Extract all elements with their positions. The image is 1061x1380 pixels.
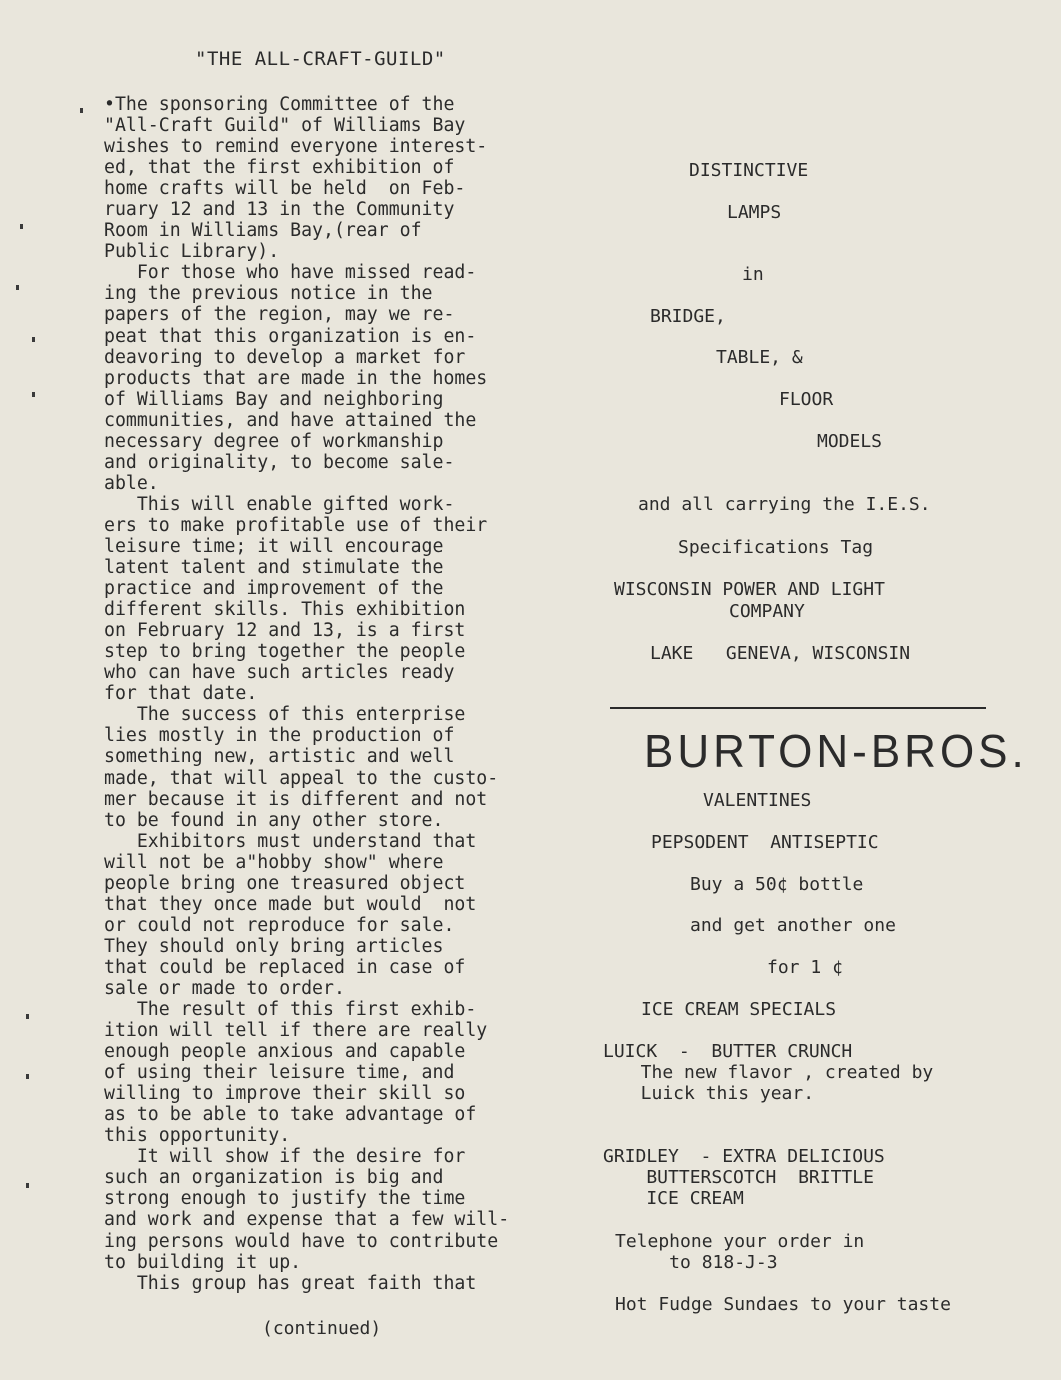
- article-line: ed, that the first exhibition of: [104, 157, 455, 179]
- article-line: Room in Williams Bay,(rear of: [104, 220, 422, 242]
- margin-mark: [26, 1074, 29, 1079]
- article-line: that could be replaced in case of: [104, 956, 466, 978]
- article-line: such an organization is big and: [104, 1167, 444, 1189]
- article-line: latent talent and stimulate the: [104, 557, 444, 579]
- burton-brand: BURTON-BROS.: [644, 726, 1028, 778]
- lamps-line: in: [742, 264, 764, 285]
- gridley-line: BUTTERSCOTCH BRITTLE: [603, 1167, 874, 1188]
- article-line: to building it up.: [104, 1251, 302, 1273]
- article-line: of Williams Bay and neighboring: [104, 388, 444, 410]
- margin-mark: [80, 108, 83, 113]
- company-name: WISCONSIN POWER AND LIGHT: [614, 579, 885, 600]
- article-line: willing to improve their skill so: [104, 1083, 466, 1105]
- article-line: will not be a"hobby show" where: [104, 851, 444, 873]
- article-line: sale or made to order.: [104, 977, 345, 999]
- article-line: practice and improvement of the: [104, 578, 444, 600]
- fudge-line: Hot Fudge Sundaes to your taste: [615, 1294, 951, 1315]
- article-line: and work and expense that a few will-: [104, 1209, 510, 1231]
- burton-line: PEPSODENT ANTISEPTIC: [651, 832, 879, 853]
- lamps-line: BRIDGE,: [650, 306, 726, 327]
- article-line: products that are made in the homes: [104, 367, 488, 389]
- margin-mark: [32, 392, 35, 397]
- article-line: for that date.: [104, 683, 258, 705]
- article-line: home crafts will be held on Feb-: [104, 178, 466, 200]
- lamps-line: Specifications Tag: [678, 537, 874, 558]
- article-line: "All-Craft Guild" of Williams Bay: [104, 115, 466, 137]
- article-line: deavoring to develop a market for: [104, 346, 466, 368]
- lamps-line: LAMPS: [727, 202, 782, 223]
- luick-line: The new flavor , created by: [619, 1062, 934, 1083]
- article-line: Exhibitors must understand that: [104, 830, 477, 852]
- article-line: •The sponsoring Committee of the: [104, 94, 455, 115]
- article-line: to be found in any other store.: [104, 809, 444, 831]
- article-line: as to be able to take advantage of: [104, 1104, 477, 1126]
- article-line: papers of the region, may we re-: [104, 304, 455, 326]
- article-line: It will show if the desire for: [104, 1146, 466, 1168]
- article-line: different skills. This exhibition: [104, 599, 466, 621]
- margin-mark: [16, 285, 19, 290]
- lamps-line: and all carrying the I.E.S.: [638, 494, 931, 515]
- article-line: able.: [104, 472, 159, 494]
- article-line: leisure time; it will encourage: [104, 535, 444, 557]
- article-line: enough people anxious and capable: [104, 1041, 466, 1063]
- article-title: "THE ALL-CRAFT-GUILD": [195, 48, 446, 70]
- article-line: people bring one treasured object: [104, 872, 466, 894]
- article-line: ruary 12 and 13 in the Community: [104, 199, 455, 221]
- article-line: Public Library).: [104, 241, 280, 263]
- article-line: For those who have missed read-: [104, 262, 477, 284]
- burton-line: ICE CREAM SPECIALS: [641, 999, 837, 1020]
- luick-heading: LUICK - BUTTER CRUNCH: [603, 1041, 853, 1062]
- burton-line: Buy a 50¢ bottle: [690, 874, 864, 895]
- continued-note: (continued): [262, 1318, 382, 1339]
- article-line: ers to make profitable use of their: [104, 514, 488, 536]
- article-line: mer because it is different and not: [104, 788, 488, 810]
- lamps-line: MODELS: [817, 431, 883, 452]
- article-line: and originality, to become sale-: [104, 451, 455, 473]
- article-line: something new, artistic and well: [104, 746, 455, 768]
- article-line: This will enable gifted work-: [104, 493, 455, 515]
- article-line: ition will tell if there are really: [104, 1020, 488, 1042]
- margin-mark: [26, 1014, 29, 1019]
- burton-line: VALENTINES: [703, 790, 812, 811]
- article-line: step to bring together the people: [104, 641, 466, 663]
- gridley-heading: GRIDLEY - EXTRA DELICIOUS: [603, 1146, 885, 1167]
- article-line: The success of this enterprise: [104, 704, 466, 726]
- article-line: or could not reproduce for sale.: [104, 914, 455, 936]
- article-line: made, that will appeal to the custo-: [104, 767, 499, 789]
- lamps-heading: DISTINCTIVE: [689, 160, 809, 181]
- article-line: necessary degree of workmanship: [104, 430, 444, 452]
- margin-mark: [32, 337, 35, 342]
- gridley-line: ICE CREAM: [603, 1188, 744, 1209]
- lamps-line: TABLE, &: [716, 347, 803, 368]
- article-line: They should only bring articles: [104, 935, 444, 957]
- article-line: communities, and have attained the: [104, 409, 477, 431]
- margin-mark: [20, 224, 23, 229]
- article-line: ing the previous notice in the: [104, 283, 433, 305]
- article-line: peat that this organization is en-: [104, 325, 477, 347]
- phone-line: Telephone your order in: [615, 1231, 865, 1252]
- article-line: that they once made but would not: [104, 893, 477, 915]
- phone-line: to 818-J-3: [615, 1252, 778, 1273]
- margin-mark: [26, 1183, 29, 1188]
- article-line: This group has great faith that: [104, 1272, 477, 1294]
- article-line: on February 12 and 13, is a first: [104, 620, 466, 642]
- article-body: [104, 94, 574, 1294]
- company-location: LAKE GENEVA, WISCONSIN: [650, 643, 911, 664]
- article-line: this opportunity.: [104, 1125, 291, 1147]
- company-name: COMPANY: [729, 601, 805, 622]
- section-divider: [610, 707, 986, 709]
- article-line: ing persons would have to contribute: [104, 1230, 499, 1252]
- luick-line: Luick this year.: [619, 1083, 815, 1104]
- article-line: lies mostly in the production of: [104, 725, 455, 747]
- article-line: The result of this first exhib-: [104, 999, 477, 1021]
- article-line: who can have such articles ready: [104, 662, 455, 684]
- burton-line: and get another one: [690, 915, 896, 936]
- article-line: of using their leisure time, and: [104, 1062, 455, 1084]
- article-line: strong enough to justify the time: [104, 1188, 466, 1210]
- lamps-line: FLOOR: [779, 389, 834, 410]
- burton-line: for 1 ¢: [767, 957, 843, 978]
- article-line: wishes to remind everyone interest-: [104, 136, 488, 158]
